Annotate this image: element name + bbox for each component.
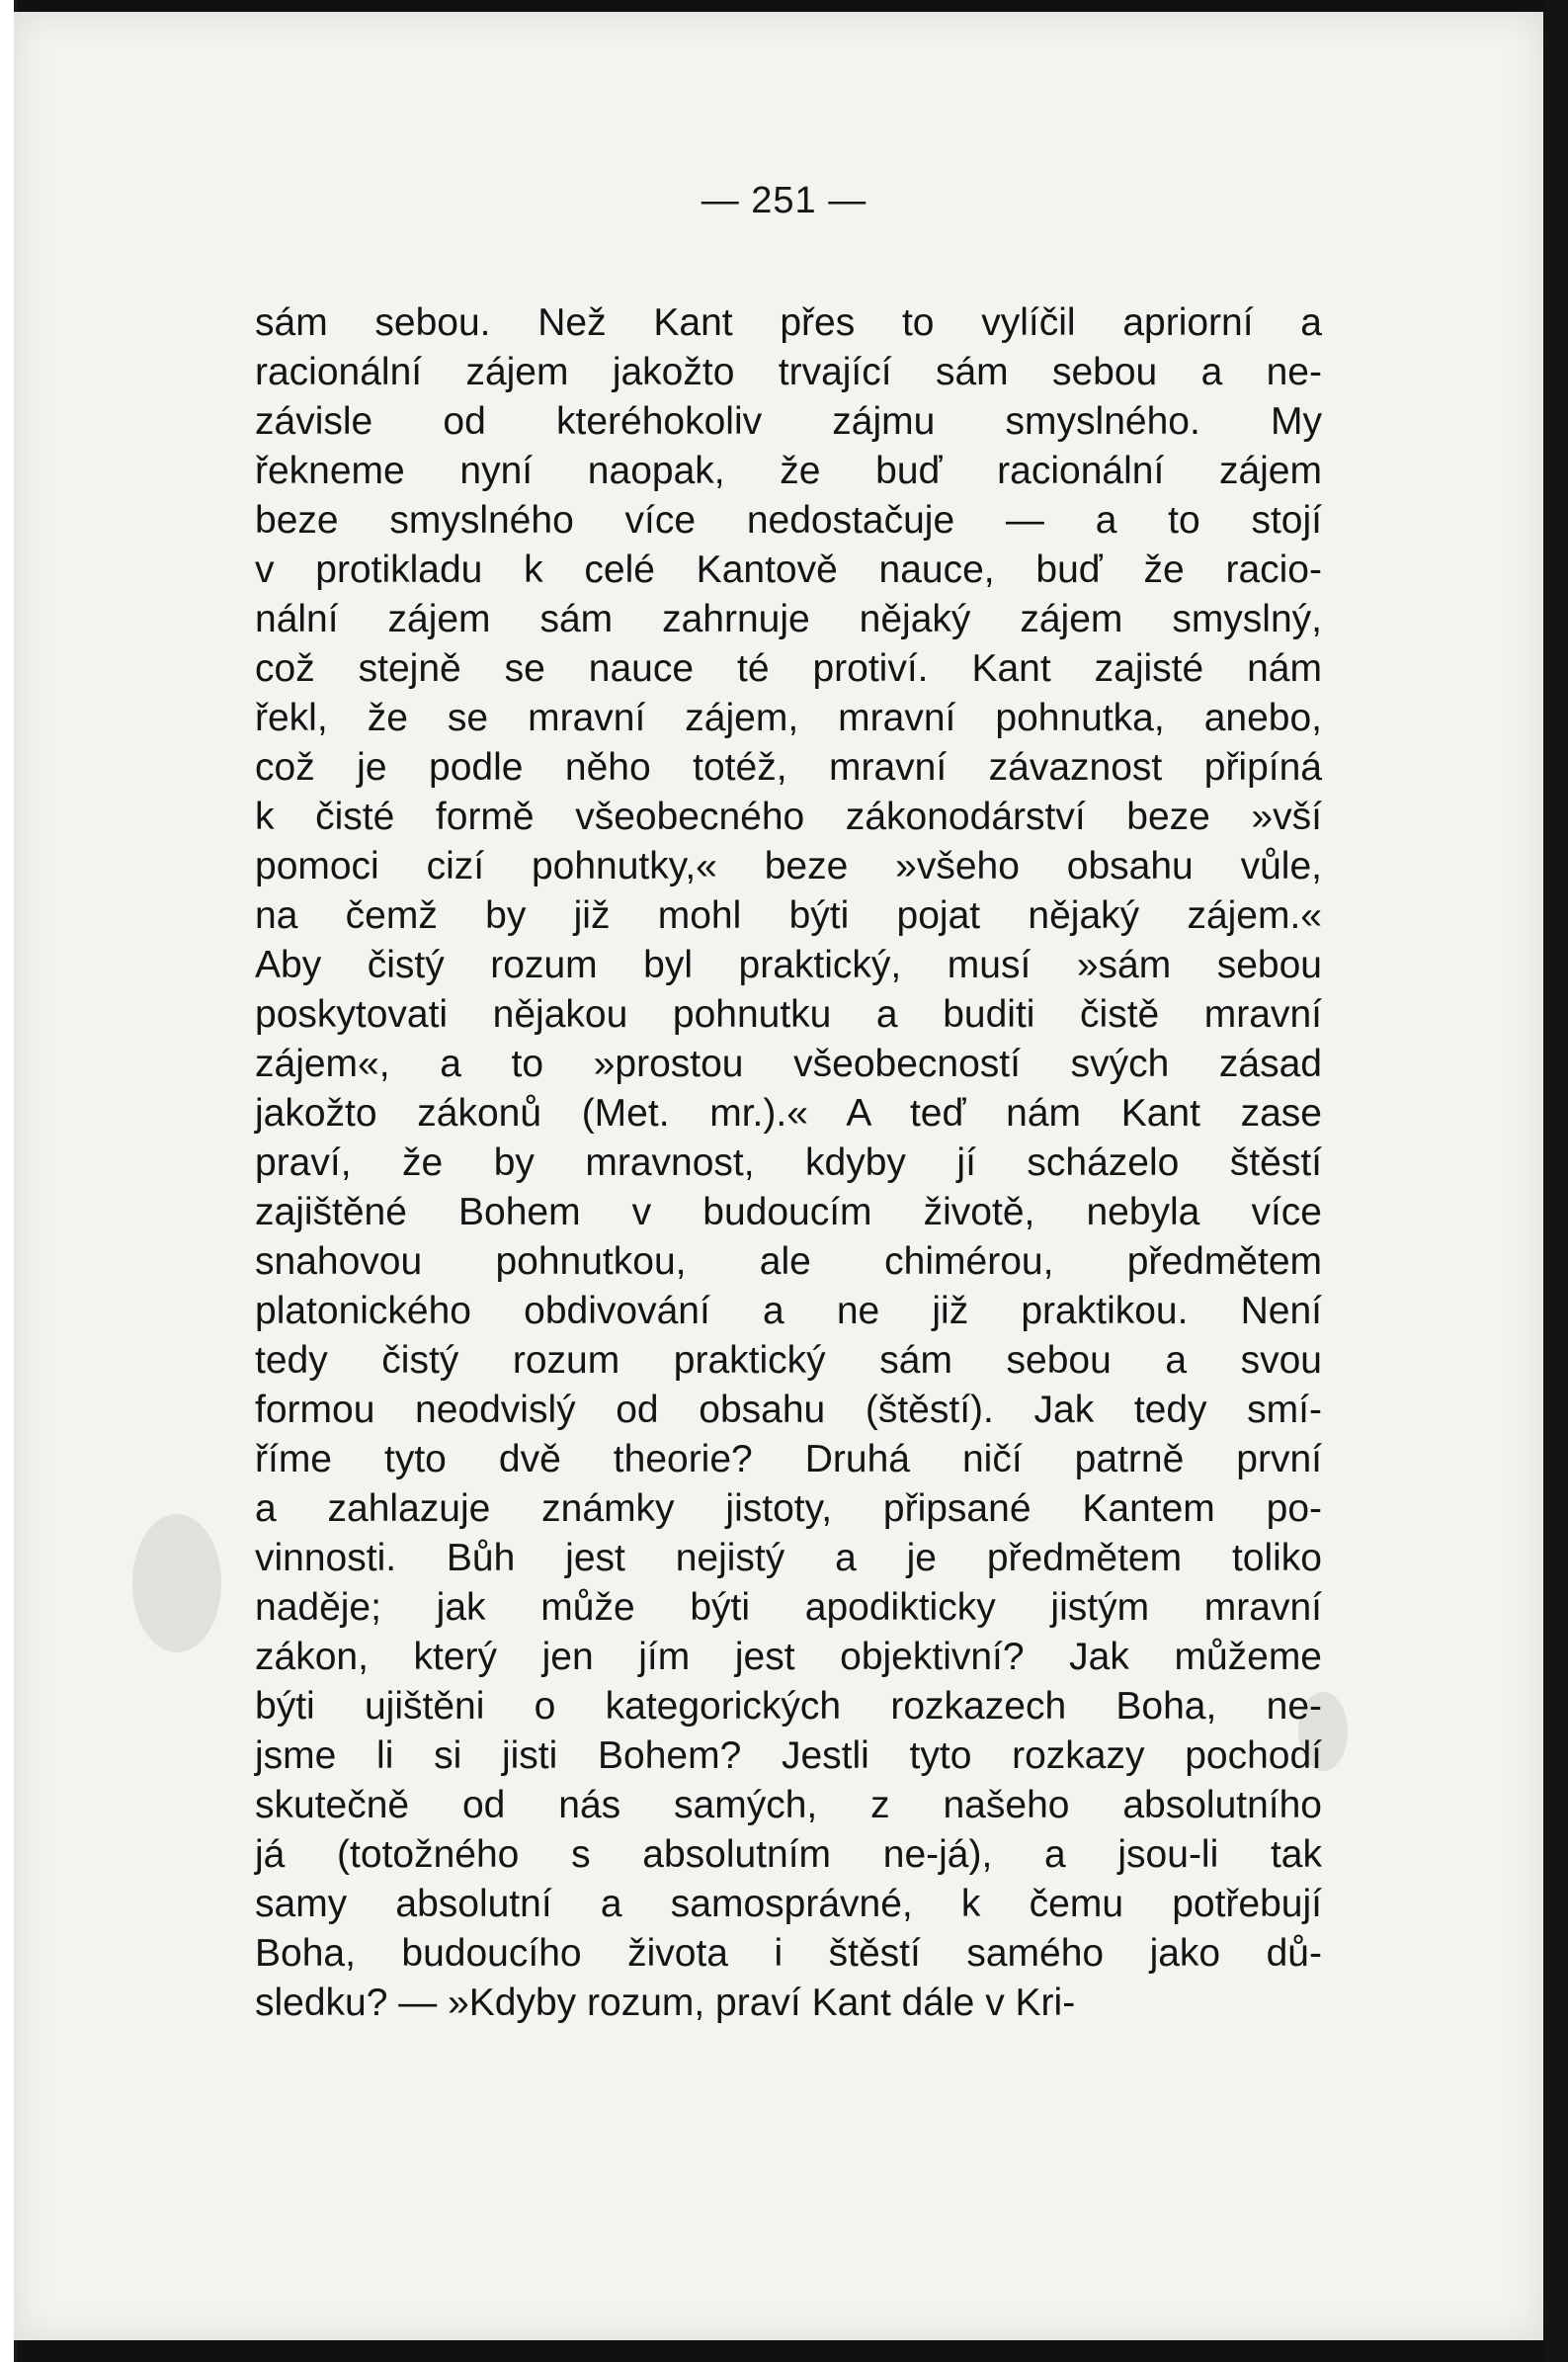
text-line: já (totožného s absolutním ne-já), a jsou-li tak xyxy=(255,1833,1322,1876)
text-line: býti ujištěni o kategorických rozkazech Boha, ne- xyxy=(255,1685,1322,1728)
text-line: Boha, budoucího života i štěstí samého jako dů- xyxy=(255,1932,1322,1975)
text-line: beze smyslného více nedostačuje — a to stojí xyxy=(255,499,1322,542)
text-line: a zahlazuje známky jistoty, připsané Kantem po- xyxy=(255,1487,1322,1530)
text-line: pomoci cizí pohnutky,« beze »všeho obsahu vůle, xyxy=(255,845,1322,887)
text-line: snahovou pohnutkou, ale chimérou, předmětem xyxy=(255,1240,1322,1283)
text-line: což stejně se nauce té protiví. Kant zajisté nám xyxy=(255,647,1322,690)
text-line: řekneme nyní naopak, že buď racionální zájem xyxy=(255,450,1322,492)
text-line: řekl, že se mravní zájem, mravní pohnutka, anebo, xyxy=(255,697,1322,739)
paper-stain xyxy=(132,1514,221,1652)
text-line: formou neodvislý od obsahu (štěstí). Jak tedy smí- xyxy=(255,1389,1322,1431)
body-text xyxy=(255,298,1322,2028)
text-line: zákon, který jen jím jest objektivní? Jak můžeme xyxy=(255,1636,1322,1678)
text-line: zajištěné Bohem v budoucím životě, nebyla více xyxy=(255,1191,1322,1233)
text-line: v protikladu k celé Kantově nauce, buď že racio- xyxy=(255,548,1322,591)
text-line: naděje; jak může býti apodikticky jistým mravní xyxy=(255,1586,1322,1629)
text-line: závisle od kteréhokoliv zájmu smyslného. My xyxy=(255,400,1322,443)
text-line: vinnosti. Bůh jest nejistý a je předmětem toliko xyxy=(255,1537,1322,1579)
text-line: poskytovati nějakou pohnutku a buditi čistě mravní xyxy=(255,993,1322,1036)
text-line: tedy čistý rozum praktický sám sebou a svou xyxy=(255,1339,1322,1382)
text-line: sledku? — »Kdyby rozum, praví Kant dále v Kri- xyxy=(255,1982,1076,2024)
text-line: jsme li si jisti Bohem? Jestli tyto rozkazy pochodí xyxy=(255,1734,1322,1777)
text-line: na čemž by již mohl býti pojat nějaký zájem.« xyxy=(255,894,1322,937)
text-line: což je podle něho totéž, mravní závaznost připíná xyxy=(255,746,1322,789)
text-line: racionální zájem jakožto trvající sám sebou a ne- xyxy=(255,351,1322,393)
text-line: nální zájem sám zahrnuje nějaký zájem smyslný, xyxy=(255,598,1322,640)
text-line: zájem«, a to »prostou všeobecností svých zásad xyxy=(255,1043,1322,1085)
text-line: praví, že by mravnost, kdyby jí scházelo štěstí xyxy=(255,1141,1322,1184)
page-right-edge xyxy=(1543,0,1568,2362)
text-line: sám sebou. Než Kant přes to vylíčil apriorní a xyxy=(255,301,1322,344)
page-number: — 251 — xyxy=(701,180,867,221)
text-line: samy absolutní a samosprávné, k čemu potřebují xyxy=(255,1883,1322,1925)
text-line: jakožto zákonů (Met. mr.).« A teď nám Kant zase xyxy=(255,1092,1322,1135)
text-line: skutečně od nás samých, z našeho absolutního xyxy=(255,1784,1322,1826)
text-line: říme tyto dvě theorie? Druhá ničí patrně první xyxy=(255,1438,1322,1480)
text-line: k čisté formě všeobecného zákonodárství beze »vší xyxy=(255,796,1322,838)
text-line: platonického obdivování a ne již praktikou. Není xyxy=(255,1290,1322,1332)
text-line: Aby čistý rozum byl praktický, musí »sám sebou xyxy=(255,944,1322,986)
